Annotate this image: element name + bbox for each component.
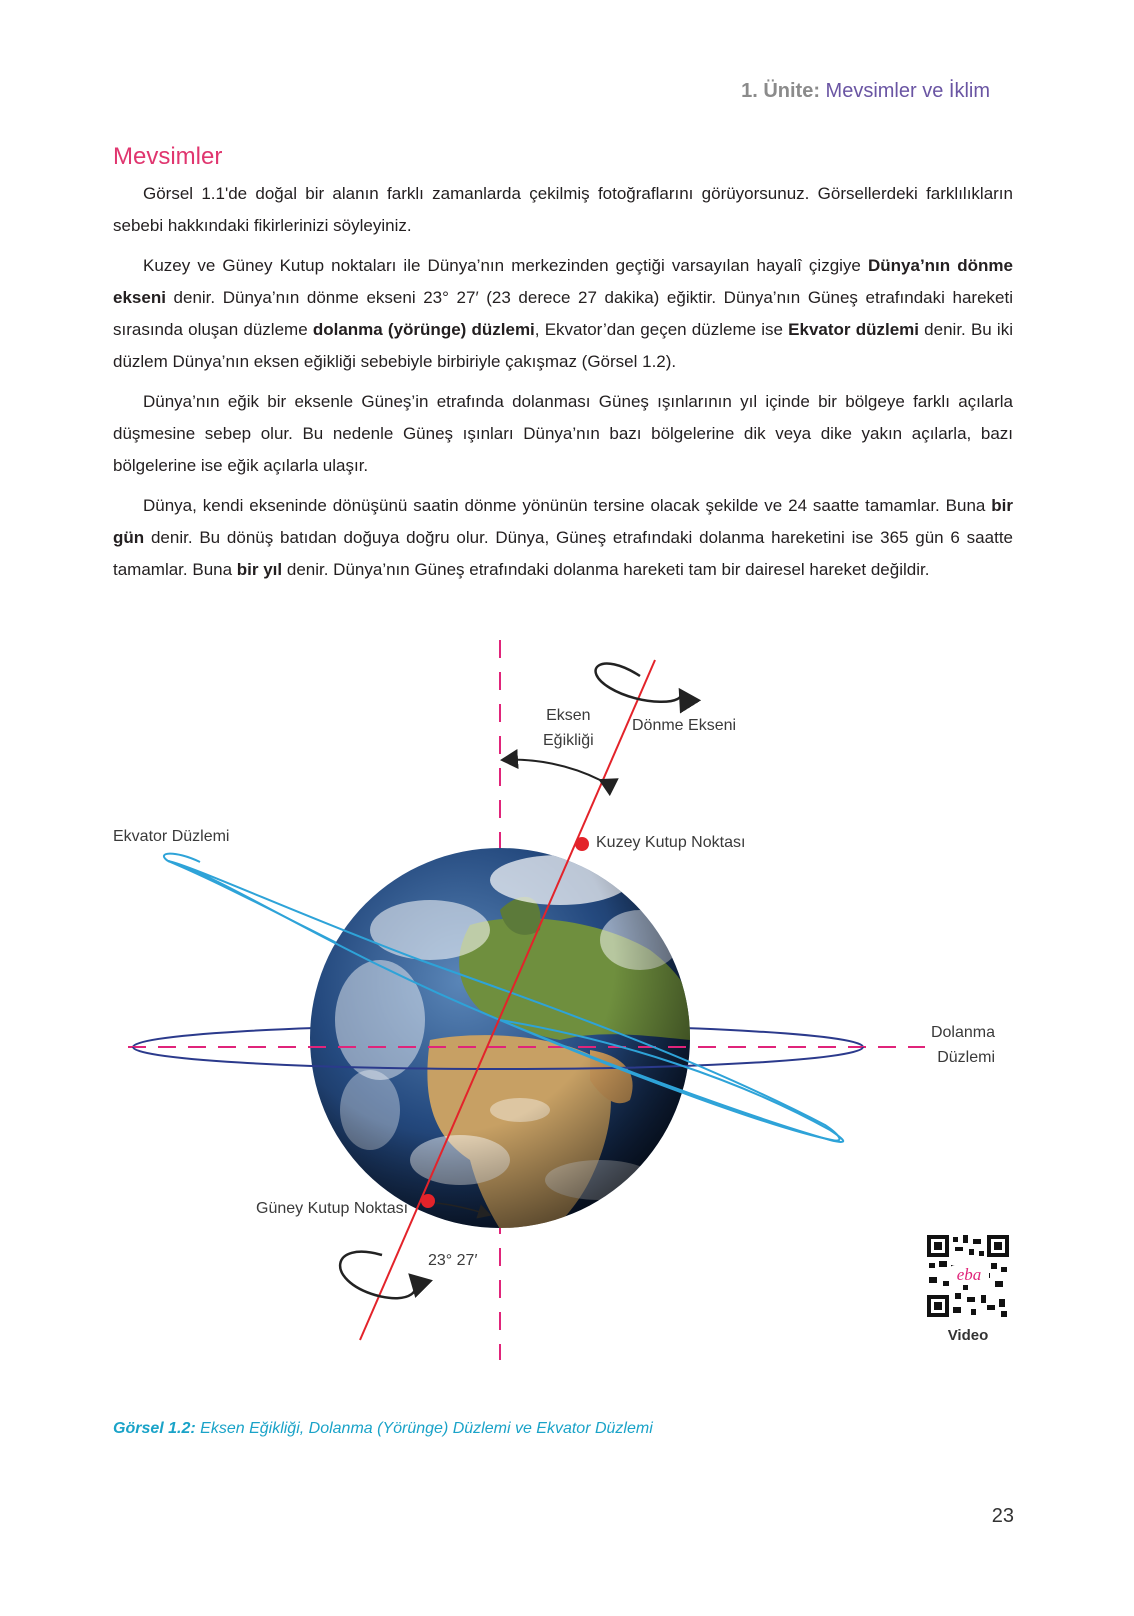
p2-text-4: denir. Bu iki düzlem Dünya’nın eksen eğikliği sebebiyle birbiriyle çakışmaz (Görsel 1.2).: [113, 320, 1013, 371]
paragraph-2: [113, 250, 1013, 378]
figure-caption: [113, 1420, 653, 1438]
term-ekvator-duzlemi: Ekvator düzlemi: [788, 320, 919, 339]
unit-label: 1. Ünite:: [741, 80, 820, 102]
eba-logo: eba: [956, 1265, 982, 1284]
p2-text-2: denir. Dünya’nın dönme ekseni 23° 27′ (23 derece 27 dakika) eğiktir. Dünya’nın Güneş etrafındaki hareketi sırasında oluşan düzleme: [113, 288, 1013, 339]
orbit-plane-label-line1: Dolanma: [930, 1024, 995, 1041]
body-text: [113, 178, 1013, 594]
term-dolanma-duzlemi: dolanma (yörünge) düzlemi: [312, 320, 535, 339]
p4-text-1: Dünya, kendi ekseninde dönüşünü saatin dönme yönünün tersine olacak şekilde ve 24 saatte tamamlar. Buna: [143, 496, 992, 515]
south-pole-dot: [421, 1194, 435, 1208]
term-bir-yil: bir yıl: [236, 560, 283, 579]
equator-plane-label: Ekvator Düzlemi: [113, 828, 230, 845]
orbit-plane-label: [925, 1020, 995, 1070]
paragraph-1: Görsel 1.1'de doğal bir alanın farklı zamanlarda çekilmiş fotoğraflarını görüyorsunuz. Görsellerdeki farklılıkların sebebi hakkındaki fikirlerinizi söyleyiniz.: [113, 184, 1013, 235]
orbit-plane-label-line2: Düzlemi: [937, 1049, 995, 1066]
tilt-label-line2: Eğikliği: [543, 732, 594, 749]
south-pole-label: Güney Kutup Noktası: [256, 1200, 409, 1217]
north-pole-dot: [575, 837, 589, 851]
term-bir-gun: bir gün: [113, 496, 1013, 547]
unit-topic: Mevsimler ve İklim: [825, 80, 990, 102]
p4-text-3: denir. Dünya’nın Güneş etrafındaki dolanma hareketi tam bir dairesel hareket değildir.: [282, 560, 930, 579]
qr-caption: Video: [947, 1327, 989, 1344]
north-pole-label: Kuzey Kutup Noktası: [596, 834, 746, 851]
paragraph-3: Dünya’nın eğik bir eksenle Güneş’in etrafında dolanması Güneş ışınlarının yıl içinde bir bölgeye farklı açılarla düşmesine sebep olur. Bu nedenle Güneş ışınları Dünya’nın bazı bölgelerine dik veya dike yakın açılarla, bazı bölgelerine ise eğik açılarla ulaşır.: [113, 392, 1013, 475]
page-number: 23: [991, 1505, 1014, 1527]
tilt-angle-label: 23° 27′: [428, 1252, 478, 1269]
figure-caption-text: Eksen Eğikliği, Dolanma (Yörünge) Düzlemi ve Ekvator Düzlemi: [195, 1420, 653, 1437]
p2-text-1: Kuzey ve Güney Kutup noktaları ile Dünya’nın merkezinden geçtiği varsayılan hayalî çizgiye: [143, 256, 868, 275]
qr-code[interactable]: [925, 1233, 1011, 1319]
term-donme-ekseni: Dünya’nın dönme ekseni: [113, 256, 1013, 307]
paragraph-4: [113, 490, 1013, 586]
tilt-label: [543, 703, 594, 753]
running-header: [741, 80, 990, 103]
section-title: Mevsimler: [113, 143, 223, 170]
tilt-label-line1: Eksen: [546, 707, 591, 724]
figure-number: Görsel 1.2:: [113, 1420, 196, 1437]
south-rotation-arrow: [340, 1252, 416, 1299]
tilt-arrow-north: [502, 760, 600, 780]
rotation-axis-label: Dönme Ekseni: [632, 717, 737, 734]
p2-text-3: , Ekvator’dan geçen düzleme ise: [534, 320, 789, 339]
p4-text-2: denir. Bu dönüş batıdan doğuya doğru olur. Dünya, Güneş etrafındaki dolanma hareketini ise 365 gün 6 saatte tamamlar. Buna: [113, 528, 1013, 579]
